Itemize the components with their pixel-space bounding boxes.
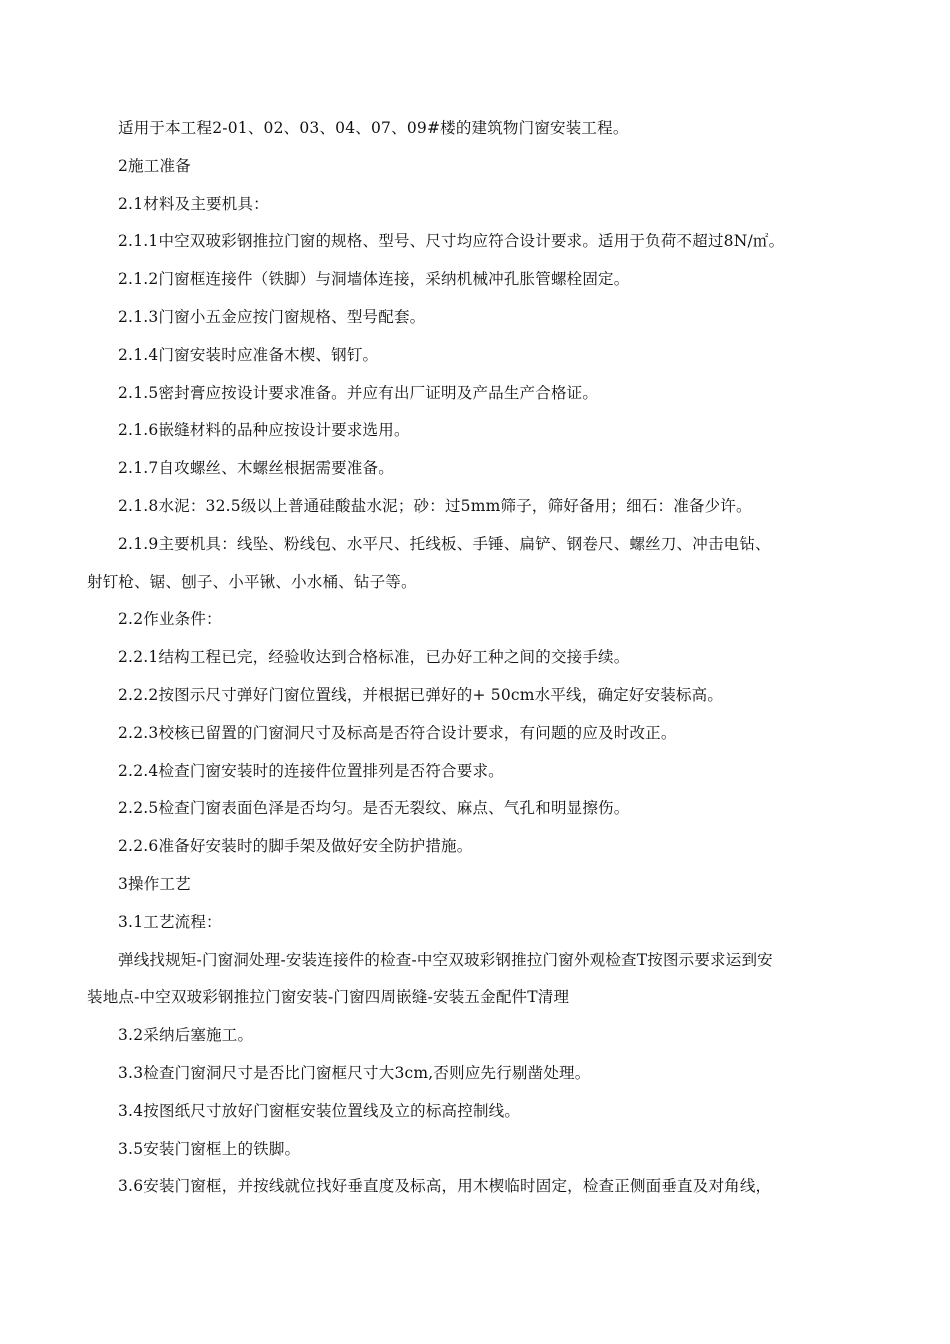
paragraph-2-1-7: 2.1.7自攻螺丝、木螺丝根据需要准备。 xyxy=(118,459,394,478)
paragraph-3-6: 3.6安装门窗框，并按线就位找好垂直度及标高，用木楔临时固定，检查正侧面垂直及对角线， xyxy=(118,1177,772,1196)
subsection-heading-2-1: 2.1材料及主要机具： xyxy=(118,194,269,213)
paragraph-2-2-2: 2.2.2按图示尺寸弹好门窗位置线，并根据已弹好的+ 50cm水平线，确定好安装标高。 xyxy=(118,685,724,704)
paragraph-2-1-2: 2.1.2门窗框连接件（铁脚）与洞墙体连接，采纳机械冲孔胀管螺栓固定。 xyxy=(118,270,630,289)
paragraph-2-1-4: 2.1.4门窗安装时应准备木楔、钢钉。 xyxy=(118,345,379,364)
document-body xyxy=(87,115,887,1211)
paragraph-2-1-1: 2.1.1中空双玻彩钢推拉门窗的规格、型号、尺寸均应符合设计要求。适用于负荷不超过8N/㎡。 xyxy=(118,232,785,251)
scope-paragraph: 适用于本工程2-01、02、03、04、07、09#楼的建筑物门窗安装工程。 xyxy=(118,119,629,137)
process-flow-line2: 装地点-中空双玻彩钢推拉门窗安装-门窗四周嵌缝-安装五金配件T清理 xyxy=(87,988,570,1007)
paragraph-3-5: 3.5安装门窗框上的铁脚。 xyxy=(118,1139,301,1158)
section-heading-3: 3操作工艺 xyxy=(118,874,191,893)
subsection-heading-3-1: 3.1工艺流程： xyxy=(118,912,222,931)
paragraph-2-2-3: 2.2.3校核已留置的门窗洞尺寸及标高是否符合设计要求，有问题的应及时改正。 xyxy=(118,723,677,742)
paragraph-2-1-6: 2.1.6嵌缝材料的品种应按设计要求选用。 xyxy=(118,421,410,440)
paragraph-2-1-5: 2.1.5密封膏应按设计要求准备。并应有出厂证明及产品生产合格证。 xyxy=(118,383,599,402)
paragraph-2-2-1: 2.2.1结构工程已完，经验收达到合格标准，已办好工种之间的交接手续。 xyxy=(118,648,630,667)
paragraph-2-2-4: 2.2.4检查门窗安装时的连接件位置排列是否符合要求。 xyxy=(118,761,504,780)
paragraph-2-1-9-line2: 射钉枪、锯、刨子、小平锹、小水桶、钻子等。 xyxy=(87,572,417,591)
paragraph-2-2-5: 2.2.5检查门窗表面色泽是否均匀。是否无裂纹、麻点、气孔和明显擦伤。 xyxy=(118,799,630,818)
paragraph-3-3: 3.3检查门窗洞尺寸是否比门窗框尺寸大3cm,否则应先行剔凿处理。 xyxy=(118,1063,591,1082)
process-flow-line1: 弹线找规矩-门窗洞处理-安装连接件的检查-中空双玻彩钢推拉门窗外观检查T按图示要求运到安 xyxy=(118,950,773,969)
paragraph-2-2-6: 2.2.6准备好安装时的脚手架及做好安全防护措施。 xyxy=(118,837,473,856)
paragraph-3-2: 3.2采纳后塞施工。 xyxy=(118,1026,254,1045)
paragraph-2-1-9-line1: 2.1.9主要机具：线坠、粉线包、水平尺、托线板、手锤、扁铲、钢卷尺、螺丝刀、冲击电钻、 xyxy=(118,534,771,553)
paragraph-2-1-3: 2.1.3门窗小五金应按门窗规格、型号配套。 xyxy=(118,307,426,326)
section-heading-2: 2施工准备 xyxy=(118,156,191,175)
paragraph-2-1-8: 2.1.8水泥：32.5级以上普通硅酸盐水泥；砂：过5mm筛子，筛好备用；细石：准备少许。 xyxy=(118,496,752,515)
paragraph-3-4: 3.4按图纸尺寸放好门窗框安装位置线及立的标高控制线。 xyxy=(118,1101,521,1120)
subsection-heading-2-2: 2.2作业条件： xyxy=(118,610,222,629)
